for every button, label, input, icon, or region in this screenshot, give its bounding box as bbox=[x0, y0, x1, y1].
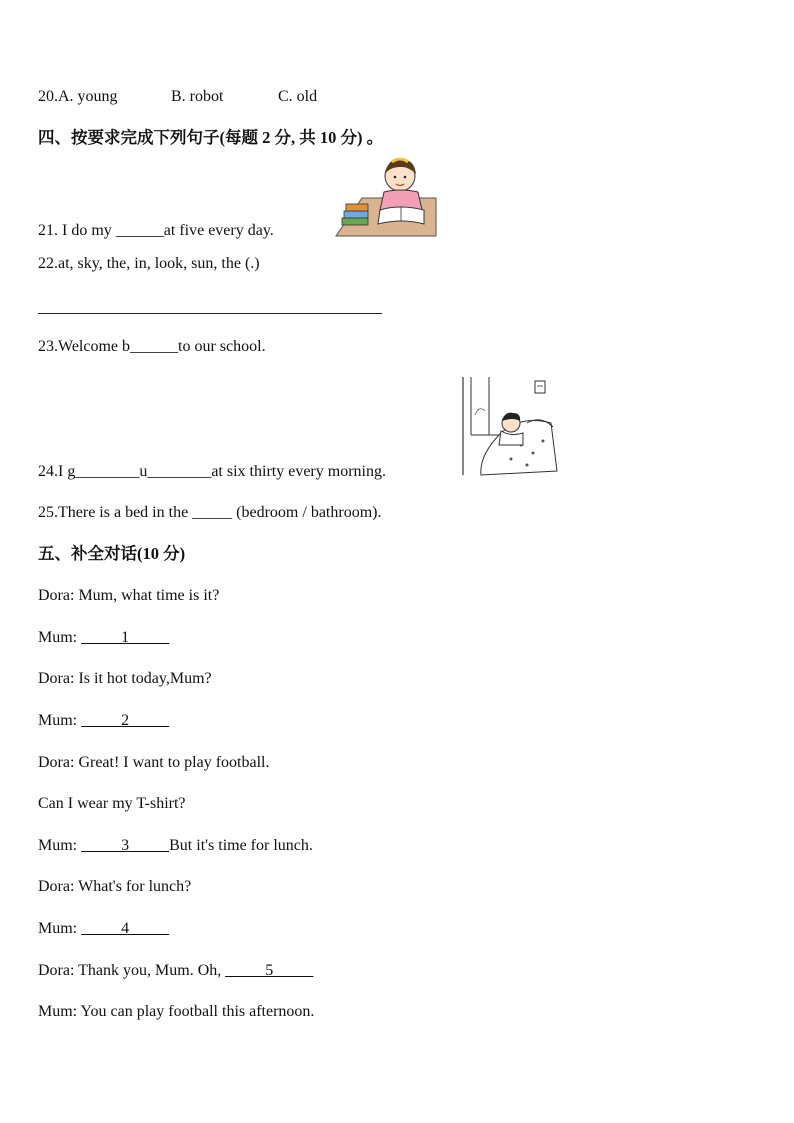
question-23: 23.Welcome b______to our school. bbox=[38, 338, 266, 355]
section-4-heading: 四、按要求完成下列句子(每题 2 分, 共 10 分) 。 bbox=[38, 128, 384, 147]
speaker: Mum: bbox=[38, 629, 78, 646]
question-24: 24.I g________u________at six thirty every morning. bbox=[38, 463, 386, 480]
question-25: 25.There is a bed in the _____ (bedroom / bathroom). bbox=[38, 504, 382, 521]
speaker: Dora: bbox=[38, 670, 75, 687]
speaker: Dora: bbox=[38, 754, 75, 771]
utterance: Is it hot today,Mum? bbox=[78, 670, 212, 687]
speaker: Dora: bbox=[38, 587, 75, 604]
utterance: Mum, what time is it? bbox=[78, 587, 220, 604]
utterance: But it's time for lunch. bbox=[169, 837, 313, 854]
dialogue-line bbox=[38, 836, 313, 856]
section-5-heading: 五、补全对话(10 分) bbox=[38, 544, 186, 563]
answer-line bbox=[38, 313, 382, 314]
dialogue-line bbox=[38, 1002, 314, 1022]
speaker: Mum: bbox=[38, 837, 78, 854]
option-b: B. robot bbox=[171, 88, 224, 105]
dialogue-line bbox=[38, 628, 169, 648]
dialogue-line bbox=[38, 753, 269, 773]
utterance: Can I wear my T-shirt? bbox=[38, 795, 186, 812]
speaker: Mum: bbox=[38, 712, 78, 729]
dialogue-line bbox=[38, 711, 169, 731]
option-a: A. young bbox=[58, 88, 118, 105]
option-c: C. old bbox=[278, 88, 318, 105]
speaker: Mum: bbox=[38, 920, 78, 937]
utterance: Great! I want to play football. bbox=[78, 754, 270, 771]
utterance: Thank you, Mum. Oh, bbox=[78, 962, 222, 979]
question-22: 22.at, sky, the, in, look, sun, the (.) bbox=[38, 255, 260, 272]
dialogue-line bbox=[38, 919, 169, 939]
dialogue-line bbox=[38, 794, 186, 814]
blank-1: _____1_____ bbox=[81, 629, 170, 646]
blank-3: _____3_____ bbox=[81, 837, 170, 854]
utterance: What's for lunch? bbox=[78, 878, 192, 895]
boy-in-bed-icon bbox=[461, 375, 559, 479]
question-20 bbox=[38, 87, 317, 107]
blank-4: _____4_____ bbox=[81, 920, 170, 937]
blank-5: _____5_____ bbox=[225, 962, 314, 979]
speaker: Dora: bbox=[38, 962, 75, 979]
speaker: Mum: bbox=[38, 1003, 78, 1020]
dialogue-line bbox=[38, 669, 212, 689]
dialogue-line bbox=[38, 961, 313, 981]
speaker: Dora: bbox=[38, 878, 75, 895]
question-21: 21. I do my ______at five every day. bbox=[38, 222, 274, 239]
blank-2: _____2_____ bbox=[81, 712, 170, 729]
dialogue-line bbox=[38, 877, 191, 897]
question-number: 20. bbox=[38, 88, 58, 105]
girl-reading-icon bbox=[332, 158, 440, 238]
utterance: You can play football this afternoon. bbox=[80, 1003, 315, 1020]
dialogue-line bbox=[38, 586, 219, 606]
